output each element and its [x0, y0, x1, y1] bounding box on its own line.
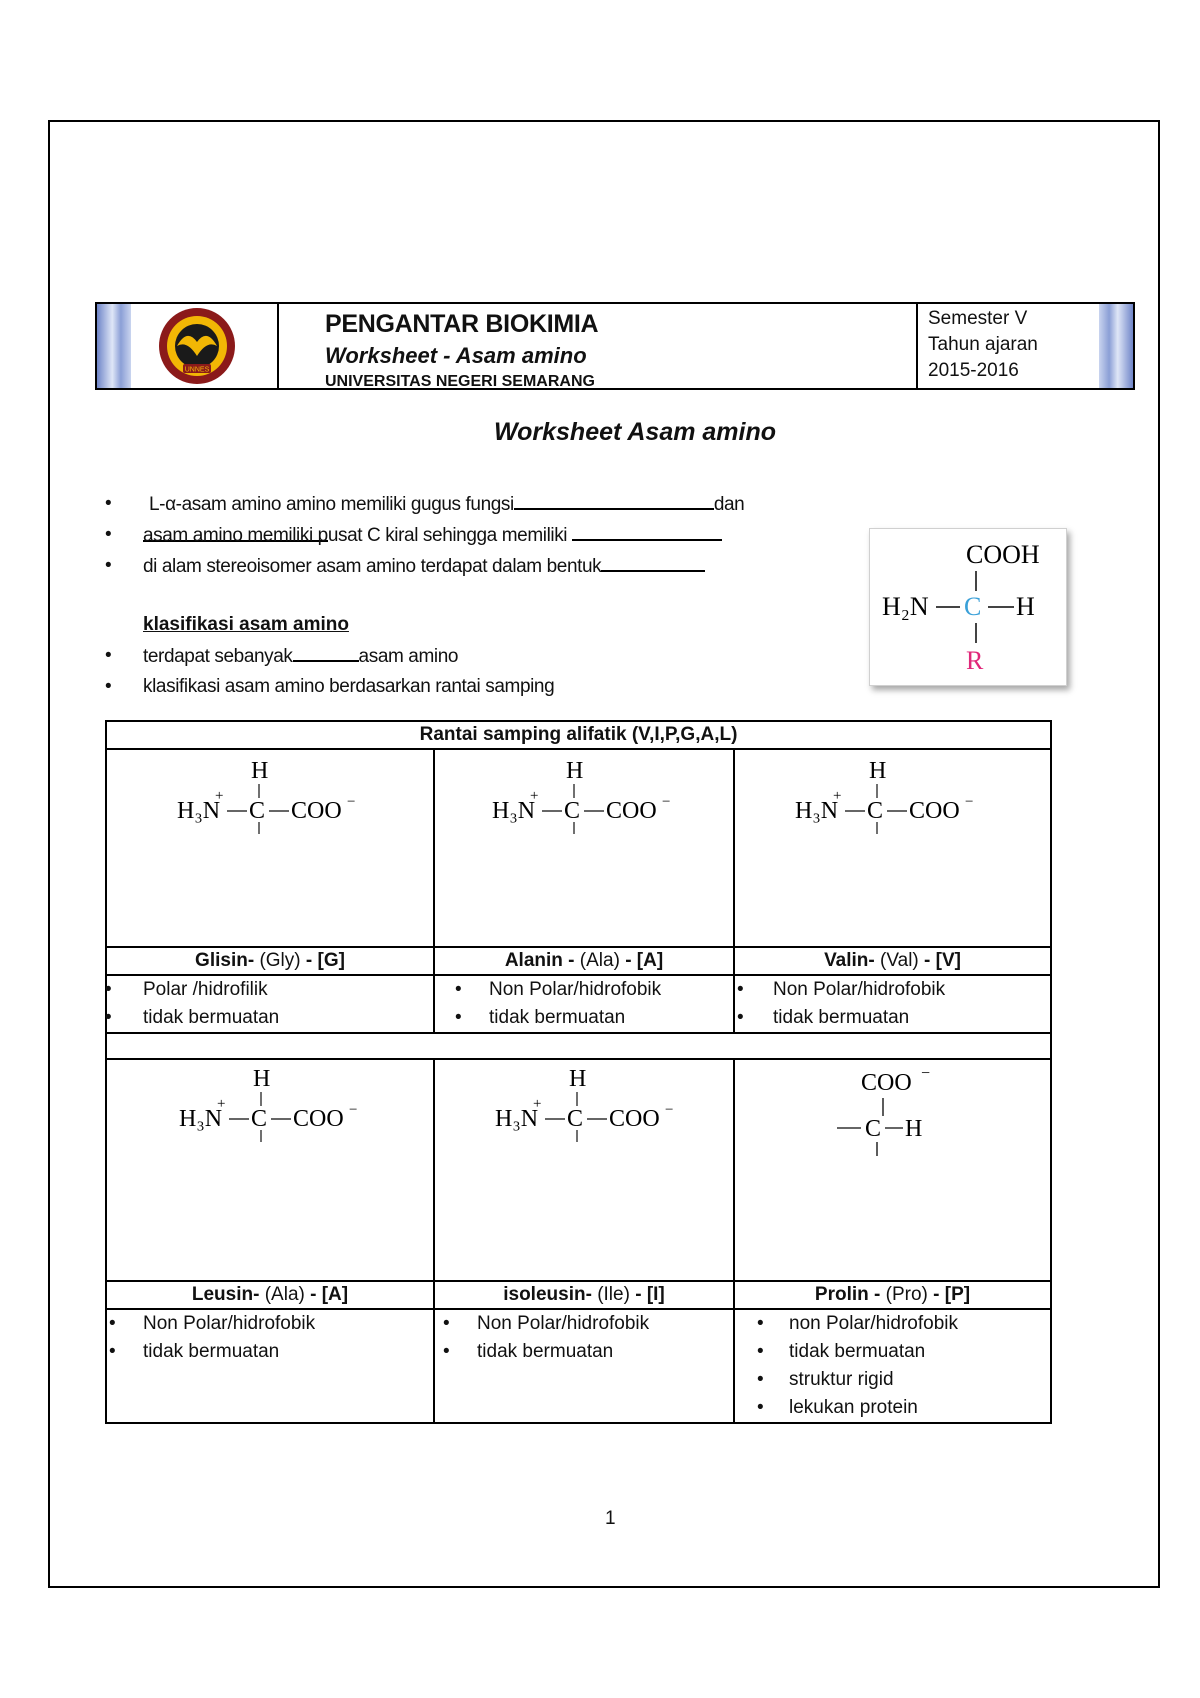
svg-text:−: −: [965, 794, 974, 810]
table-heading: Rantai samping alifatik (V,I,P,G,A,L): [106, 721, 1051, 749]
list-item: • klasifikasi asam amino berdasarkan rantai samping: [105, 671, 865, 702]
structure-hydrogen: H: [1016, 592, 1035, 621]
svg-text:H₃N: H₃N: [179, 1106, 223, 1132]
table-spacer-row: [106, 1033, 1051, 1059]
properties-cell: [734, 1309, 1051, 1423]
semester-label: Semester V: [928, 308, 1028, 329]
academic-year: 2015-2016: [928, 360, 1019, 381]
svg-text:C: C: [865, 1116, 882, 1142]
table-header-row: [106, 721, 1051, 749]
list-item: • Non Polar/hidrofobik: [435, 1310, 733, 1338]
svg-text:H: H: [569, 1066, 587, 1092]
list-item: • di alam stereoisomer asam amino terdapat dalam bentuk: [105, 550, 865, 581]
list-item: • tidak bermuatan: [107, 1338, 433, 1366]
course-title: PENGANTAR BIOKIMIA: [325, 310, 599, 338]
svg-text:+: +: [217, 1096, 226, 1112]
document-header: [95, 302, 1135, 390]
semester-cell: [918, 304, 1133, 388]
structure-cell[interactable]: [106, 749, 434, 947]
answer-blank[interactable]: [572, 519, 722, 541]
bullet-icon: •: [105, 979, 112, 1000]
svg-text:+: +: [215, 788, 224, 804]
structure-side-chain: R: [966, 646, 984, 675]
svg-text:C: C: [249, 798, 266, 824]
svg-text:H: H: [251, 758, 269, 784]
bullet-icon: •: [757, 1313, 764, 1334]
table-row: [106, 947, 1051, 975]
list-item: • struktur rigid: [735, 1366, 1050, 1394]
list-item: • tidak bermuatan: [735, 1004, 1050, 1032]
amino-acid-name: Prolin - (Pro) - [P]: [734, 1281, 1051, 1309]
amino-acid-name: Valin- (Val) - [V]: [734, 947, 1051, 975]
bullet-icon: •: [105, 645, 112, 666]
bullet-icon: •: [443, 1341, 450, 1362]
amino-acid-name: Glisin- (Gly) - [G]: [106, 947, 434, 975]
structure-alpha-carbon: C: [964, 592, 982, 621]
list-item: • L-α-asam amino amino memiliki gugus fungsi dan: [105, 488, 865, 519]
table-row: [106, 1059, 1051, 1281]
table-row: [106, 749, 1051, 947]
list-item: • tidak bermuatan: [107, 1004, 433, 1032]
properties-cell: [734, 975, 1051, 1033]
properties-cell: [106, 975, 434, 1033]
amino-acid-table: [105, 720, 1052, 1424]
svg-text:−: −: [921, 1065, 931, 1082]
list-item: • tidak bermuatan: [735, 1338, 1050, 1366]
university-name: UNIVERSITAS NEGERI SEMARANG: [325, 373, 595, 390]
bullet-icon: •: [109, 1341, 116, 1362]
svg-text:+: +: [533, 1096, 542, 1112]
bullet-icon: •: [105, 493, 112, 514]
list-item: • tidak bermuatan: [435, 1004, 733, 1032]
structure-cell[interactable]: [434, 1059, 734, 1281]
answer-blank[interactable]: [601, 550, 705, 572]
svg-text:H: H: [869, 758, 887, 784]
bullet-icon: •: [105, 676, 112, 697]
svg-text:COO: COO: [606, 798, 657, 824]
svg-text:−: −: [662, 794, 671, 810]
answer-blank[interactable]: [514, 488, 714, 510]
list-item: • Non Polar/hidrofobik: [435, 976, 733, 1004]
bullet-icon: •: [105, 524, 112, 545]
svg-text:H: H: [253, 1066, 271, 1092]
section-heading: klasifikasi asam amino: [143, 614, 349, 635]
decorative-stripe: [97, 304, 131, 388]
bullet-icon: •: [757, 1341, 764, 1362]
list-item: • tidak bermuatan: [435, 1338, 733, 1366]
svg-text:H₃N: H₃N: [795, 798, 839, 824]
answer-blank[interactable]: [293, 640, 359, 662]
page-title: Worksheet Asam amino: [493, 418, 777, 446]
list-item: • Non Polar/hidrofobik: [735, 976, 1050, 1004]
valine-structure: [795, 754, 1112, 834]
bullet-icon: •: [109, 1313, 116, 1334]
page-number: 1: [605, 1508, 616, 1529]
svg-text:COO: COO: [861, 1070, 912, 1096]
worksheet-subtitle: Worksheet - Asam amino: [325, 343, 587, 368]
structure-cell[interactable]: [106, 1059, 434, 1281]
structure-cooh: COOH: [966, 540, 1040, 569]
svg-text:COO: COO: [909, 798, 960, 824]
amino-acid-name: isoleusin- (Ile) - [I]: [434, 1281, 734, 1309]
svg-text:COO: COO: [609, 1106, 660, 1132]
properties-cell: [434, 975, 734, 1033]
properties-cell: [434, 1309, 734, 1423]
year-label: Tahun ajaran: [928, 334, 1038, 355]
bullet-icon: •: [757, 1397, 764, 1418]
table-row: [106, 1281, 1051, 1309]
list-item: • non Polar/hidrofobik: [735, 1310, 1050, 1338]
svg-text:−: −: [349, 1102, 358, 1118]
amino-acid-name: Leusin- (Ala) - [A]: [106, 1281, 434, 1309]
structure-cell[interactable]: [734, 749, 1051, 947]
svg-text:H₃N: H₃N: [495, 1106, 539, 1132]
list-item: • lekukan protein: [735, 1394, 1050, 1422]
svg-text:H: H: [566, 758, 584, 784]
list-item: • terdapat sebanyak asam amino: [105, 640, 865, 671]
university-logo-icon: [151, 306, 243, 386]
structure-cell[interactable]: [434, 749, 734, 947]
svg-text:UNNES: UNNES: [184, 366, 210, 374]
list-item: • asam amino memiliki pusat C kiral sehingga memiliki: [105, 519, 865, 550]
list-item: • Non Polar/hidrofobik: [107, 1310, 433, 1338]
question-list: [105, 488, 865, 702]
bullet-icon: •: [105, 1007, 112, 1028]
svg-text:C: C: [251, 1106, 268, 1132]
bullet-icon: •: [105, 555, 112, 576]
decorative-stripe: [1099, 304, 1133, 388]
bullet-icon: •: [455, 979, 462, 1000]
general-amino-acid-structure: [869, 528, 1067, 686]
svg-text:H₃N: H₃N: [492, 798, 536, 824]
svg-text:H: H: [905, 1116, 923, 1142]
svg-text:−: −: [347, 794, 356, 810]
bullet-icon: •: [737, 979, 744, 1000]
svg-text:+: +: [833, 788, 842, 804]
table-row: [106, 1309, 1051, 1423]
bullet-icon: •: [443, 1313, 450, 1334]
bullet-icon: •: [737, 1007, 744, 1028]
title-cell: [279, 304, 918, 388]
bullet-icon: •: [455, 1007, 462, 1028]
amino-acid-name: Alanin - (Ala) - [A]: [434, 947, 734, 975]
proline-structure: [835, 1064, 1152, 1164]
svg-text:H₃N: H₃N: [177, 798, 221, 824]
svg-text:−: −: [665, 1102, 674, 1118]
svg-text:C: C: [867, 798, 884, 824]
structure-amine: H₂N: [882, 592, 929, 621]
svg-text:COO: COO: [293, 1106, 344, 1132]
bullet-icon: •: [757, 1369, 764, 1390]
list-item: • Polar /hidrofilik: [107, 976, 433, 1004]
svg-text:COO: COO: [291, 798, 342, 824]
svg-text:C: C: [567, 1106, 584, 1132]
svg-text:C: C: [564, 798, 581, 824]
table-row: [106, 975, 1051, 1033]
svg-text:+: +: [530, 788, 539, 804]
properties-cell: [106, 1309, 434, 1423]
structure-cell[interactable]: [734, 1059, 1051, 1281]
logo-cell: [97, 304, 279, 388]
